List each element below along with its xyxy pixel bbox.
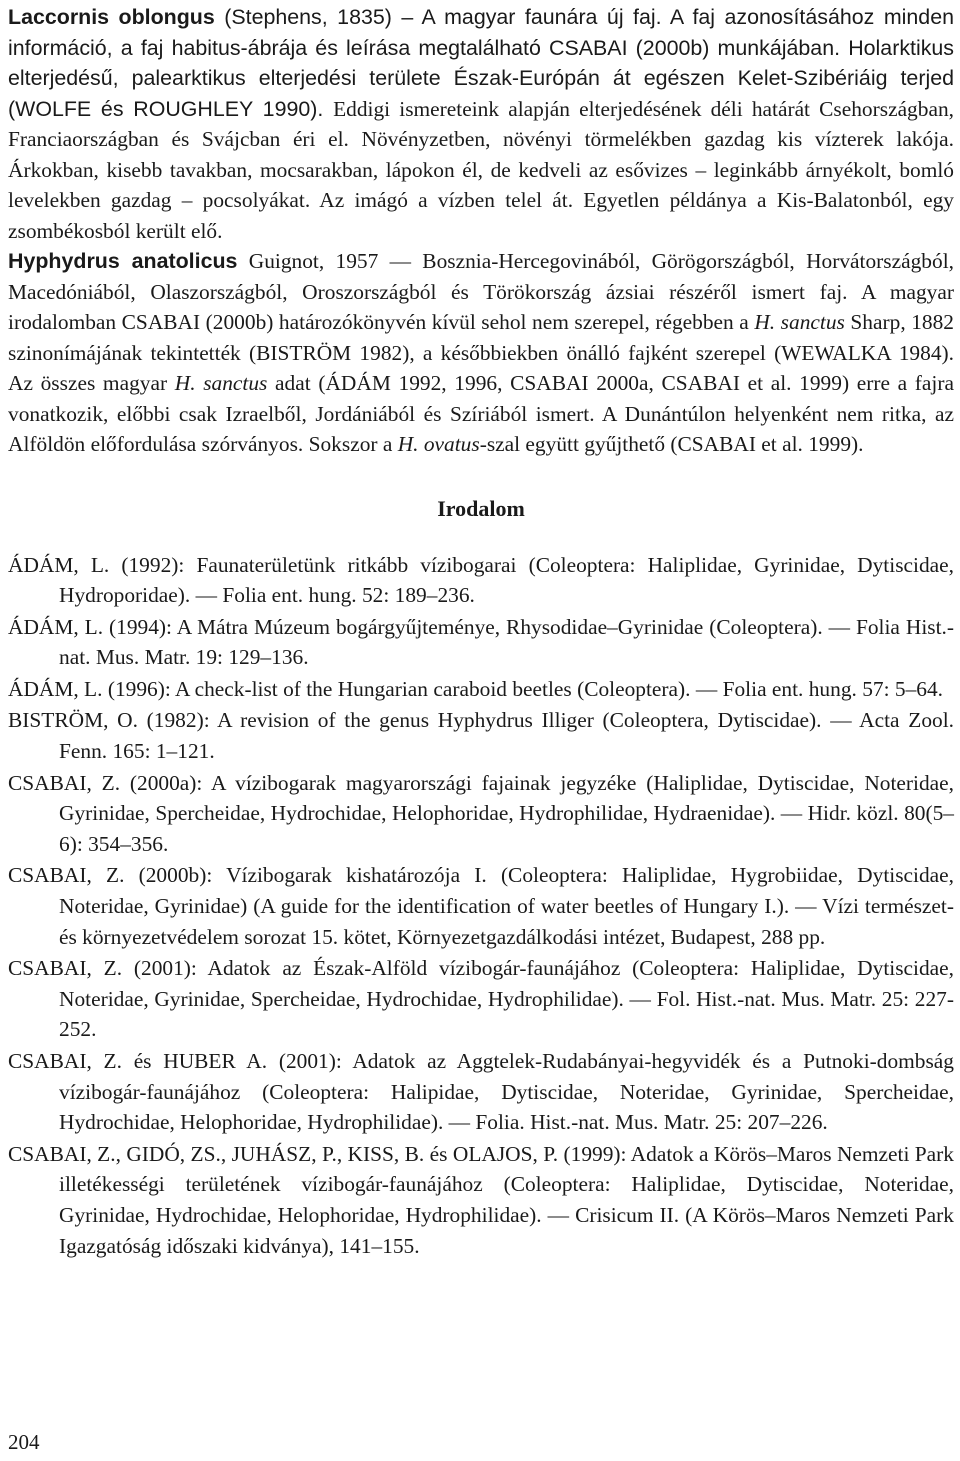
- page-number: 204: [8, 1430, 40, 1454]
- italic-taxon: H. sanctus: [174, 371, 268, 395]
- species-paragraph-laccornis: [8, 0, 954, 246]
- species-name: Hyphydrus anatolicus: [8, 249, 238, 273]
- reference-item: CSABAI, Z. és HUBER A. (2001): Adatok az Aggtelek-Rudabányai-hegyvidék és a Putnoki-dombság vízibogár-faunájához (Coleoptera: Halipidae, Dytiscidae, Noteridae, Gyrinidae, Spercheidae, Hydrochidae, Helophoridae, Hydrophilidae). — Folia. Hist.-nat. Mus. Matr. 25: 207–226.: [8, 1049, 954, 1135]
- paragraph-text: adat (ÁDÁM 1992, 1996, CSABAI 2000a, CSABAI et al. 1999) erre a fajra vonatkozik, előbbi csak Izraelből, Jordániából és Szíriából ismert. A Dunántúlon helyenként nem ritka, az Alföldön előfordulása szórványos. Sokszor a: [8, 371, 954, 456]
- reference-item: CSABAI, Z. (2000b): Vízibogarak kishatározója I. (Coleoptera: Haliplidae, Hygrobiidae, Dytiscidae, Noteridae, Gyrinidae) (A guide for the identification of water beetles of Hungary I.). — Vízi természet- és környezetvédelem sorozat 15. kötet, Környezetgazdálkodási intézet, Budapest, 288 pp.: [8, 863, 954, 949]
- species-paragraph-hyphydrus: [8, 246, 954, 460]
- paragraph-text: Guignot, 1957 — Bosznia-Hercegovinából, Görögországból, Horvátországból, Macedóniából, Olaszországból, Oroszországból és Törökország ázsiai részéről ismert faj. A magyar irodalomban CSABAI (2000b) határozókönyvén kívül sehol nem szerepel, régebben a: [8, 249, 954, 334]
- page-body: [8, 0, 954, 1262]
- italic-taxon: H. ovatus: [397, 432, 480, 456]
- paragraph-text: (Stephens, 1835) – A magyar faunára új faj. A faj azonosításához minden információ, a faj habitus-ábrája és leírása megtalálható CSABAI (2000b) munkájában. Holarktikus elterjedésű, palearktikus elterjedési területe Észak-Európán át egészen Kelet-Szibériáig terjed (WOLFE és ROUGHLEY 1990).: [8, 5, 954, 121]
- species-name: Laccornis oblongus: [8, 5, 215, 29]
- paragraph-text: Sharp, 1882 szinonímájának tekintették (BISTRÖM 1982), a későbbiekben önálló fajként szerepel (WEWALKA 1984). Az összes magyar: [8, 310, 954, 395]
- reference-item: CSABAI, Z. (2001): Adatok az Észak-Alföld vízibogár-faunájához (Coleoptera: Haliplidae, Dytiscidae, Noteridae, Gyrinidae, Spercheidae, Hydrochidae, Hydrophilidae). — Fol. Hist.-nat. Mus. Matr. 25: 227-252.: [8, 956, 954, 1042]
- reference-item: CSABAI, Z. (2000a): A vízibogarak magyarországi fajainak jegyzéke (Haliplidae, Dytiscidae, Noteridae, Gyrinidae, Spercheidae, Hydrochidae, Helophoridae, Hydrophilidae, Hydraenidae). — Hidr. közl. 80(5–6): 354–356.: [8, 770, 954, 856]
- reference-item: ÁDÁM, L. (1994): A Mátra Múzeum bogárgyűjteménye, Rhysodidae–Gyrinidae (Coleoptera). — Folia Hist.-nat. Mus. Matr. 19: 129–136.: [8, 614, 954, 670]
- reference-item: ÁDÁM, L. (1996): A check-list of the Hungarian caraboid beetles (Coleoptera). — Folia ent. hung. 57: 5–64.: [8, 676, 944, 701]
- paragraph-text: -szal együtt gyűjthető (CSABAI et al. 1999).: [479, 432, 864, 456]
- reference-list: [8, 550, 954, 1262]
- italic-taxon: H. sanctus: [754, 310, 845, 334]
- reference-item: ÁDÁM, L. (1992): Faunaterületünk ritkább vízibogarai (Coleoptera: Haliplidae, Gyrinidae, Dytiscidae, Hydroporidae). — Folia ent. hung. 52: 189–236.: [8, 552, 954, 608]
- section-heading: Irodalom: [437, 495, 525, 521]
- reference-item: CSABAI, Z., GIDÓ, ZS., JUHÁSZ, P., KISS, B. és OLAJOS, P. (1999): Adatok a Körös–Maros Nemzeti Park illetékességi területének vízibogár-faunájához (Coleoptera: Haliplidae, Dytiscidae, Noteridae, Gyrinidae, Hydrochidae, Helophoridae, Hydrophilidae). — Crisicum II. (A Körös–Maros Nemzeti Park Igazgatóság időszaki kidványa), 141–155.: [8, 1141, 954, 1258]
- reference-item: BISTRÖM, O. (1982): A revision of the genus Hyphydrus Illiger (Coleoptera, Dytiscidae). — Acta Zool. Fenn. 165: 1–121.: [8, 708, 954, 764]
- paragraph-text: Eddigi ismereteink alapján elterjedésének déli határát Csehországban, Franciaországban és Svájcban éri el. Növényzetben, növényi törmelékben gazdag kis vízterek lakója. Árkokban, kisebb tavakban, mocsarakban, lápokon él, de kedveli az esővizes – leginkább árnyékolt, bomló levelekben gazdag – pocsolyákat. Az imágó a vízben telel át. Egyetlen példánya a Kis-Balatonból, egy zsombékosból került elő.: [8, 96, 954, 243]
